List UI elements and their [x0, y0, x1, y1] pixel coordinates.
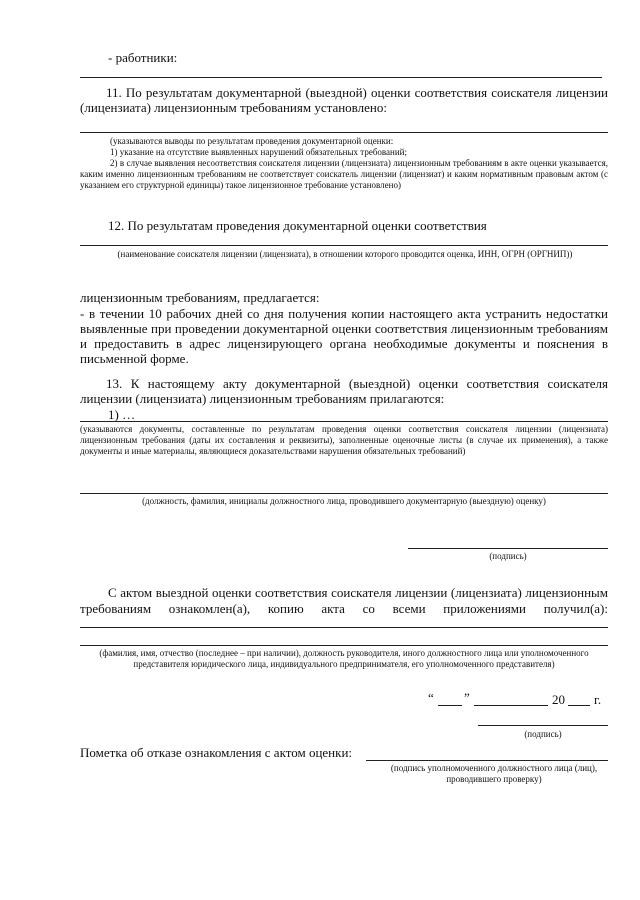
- date-close-quote: ”: [464, 690, 470, 705]
- signature-label: (подпись): [489, 551, 527, 561]
- section-11-text: 11. По результатам документарной (выездной) оценки соответствия соискателя лицензии (лицензиата) лицензионным требованиям установлено:: [80, 85, 608, 115]
- section-12-para2: - в течении 10 рабочих дней со дня получения копии настоящего акта устранить недостатки выявленные при проведении документарной оценки соответствия лицензионным требованиям и предоставить в адрес лицензирующего органа необходимые документы и пояснения в письменной форме.: [80, 306, 608, 366]
- workers-input-line[interactable]: [80, 77, 602, 78]
- date-day-input[interactable]: [438, 705, 462, 706]
- date-open-quote: “: [428, 690, 434, 705]
- date-field: [428, 692, 608, 708]
- official-input-line[interactable]: [80, 493, 608, 494]
- section-11-note: [80, 136, 608, 191]
- section-13-input-line[interactable]: [80, 421, 608, 422]
- signature-input-line[interactable]: [408, 548, 608, 549]
- section-11-note-line3: 2) в случае выявления несоответствия соискателя лицензии (лицензиата) лицензионным требованиям в акте оценки указывается, каким именно лицензионным требованиям не соответствует соискатель лицензии (лицензиат) и каким нормативным правовым актом (с указанием его структурной единицы) такое лицензионное требование установлено): [80, 158, 608, 190]
- section-11-note-line1: (указываются выводы по результатам проведения документарной оценки:: [110, 136, 394, 146]
- official-note: (должность, фамилия, инициалы должностного лица, проводившего документарную (выездную) оценку): [142, 496, 546, 506]
- section-13-text: 13. К настоящему акту документарной (выездной) оценки соответствия соискателя лицензии (лицензиата) лицензионным требованиям прилагаются:: [80, 376, 608, 406]
- section-11-input-line[interactable]: [80, 132, 608, 133]
- ack-note: (фамилия, имя, отчество (последнее – при наличии), должность руководителя, иного должностного лица или уполномоченного представителя юридического лица, индивидуального предпринимателя, его уполномоченного представителя): [99, 648, 589, 669]
- ack-line1: С актом выездной оценки соответствия соискателя лицензии (лицензиата) лицензионным: [108, 585, 608, 600]
- refusal-note: (подпись уполномоченного должностного лица (лиц), проводившего проверку): [390, 763, 598, 784]
- section-12-input-line[interactable]: [80, 245, 608, 246]
- refusal-input-line[interactable]: [366, 760, 608, 761]
- workers-label: - работники:: [108, 50, 178, 65]
- section-11-note-line2: 1) указание на отсутствие выявленных нарушений обязательных требований;: [110, 147, 407, 157]
- date-month-input[interactable]: [474, 705, 548, 706]
- date-year-suffix: г.: [594, 692, 602, 707]
- section-12-note: (наименование соискателя лицензии (лицензиата), в отношении которого проводится оценка, ИНН, ОГРН (ОРГНИП)): [117, 249, 573, 259]
- ack-line2: требованиям ознакомлен(а), копию акта со всеми приложениями получил(а):: [80, 601, 608, 616]
- refusal-label: Пометка об отказе ознакомления с актом оценки:: [80, 745, 353, 760]
- signature-label-2: (подпись): [524, 729, 562, 739]
- section-12-para1: лицензионным требованиям, предлагается:: [80, 290, 320, 305]
- section-12-text: 12. По результатам проведения документарной оценки соответствия: [108, 218, 487, 233]
- date-year-input[interactable]: [568, 705, 590, 706]
- section-13-item1: 1) …: [108, 407, 136, 422]
- section-13-note: (указываются документы, составленные по результатам проведения оценки соответствия соискателя лицензии (лицензиата) лицензионным требования (даты их составления и реквизиты), заполненные оценочные листы (в случае их применения), а также документы и иные материалы, являющиеся доказательствами нарушения обязательных требований): [80, 424, 608, 456]
- ack-input-line-1[interactable]: [80, 627, 608, 628]
- signature-2-input-line[interactable]: [478, 725, 608, 726]
- ack-input-line-2[interactable]: [80, 645, 608, 646]
- date-year-prefix: 20: [552, 692, 565, 707]
